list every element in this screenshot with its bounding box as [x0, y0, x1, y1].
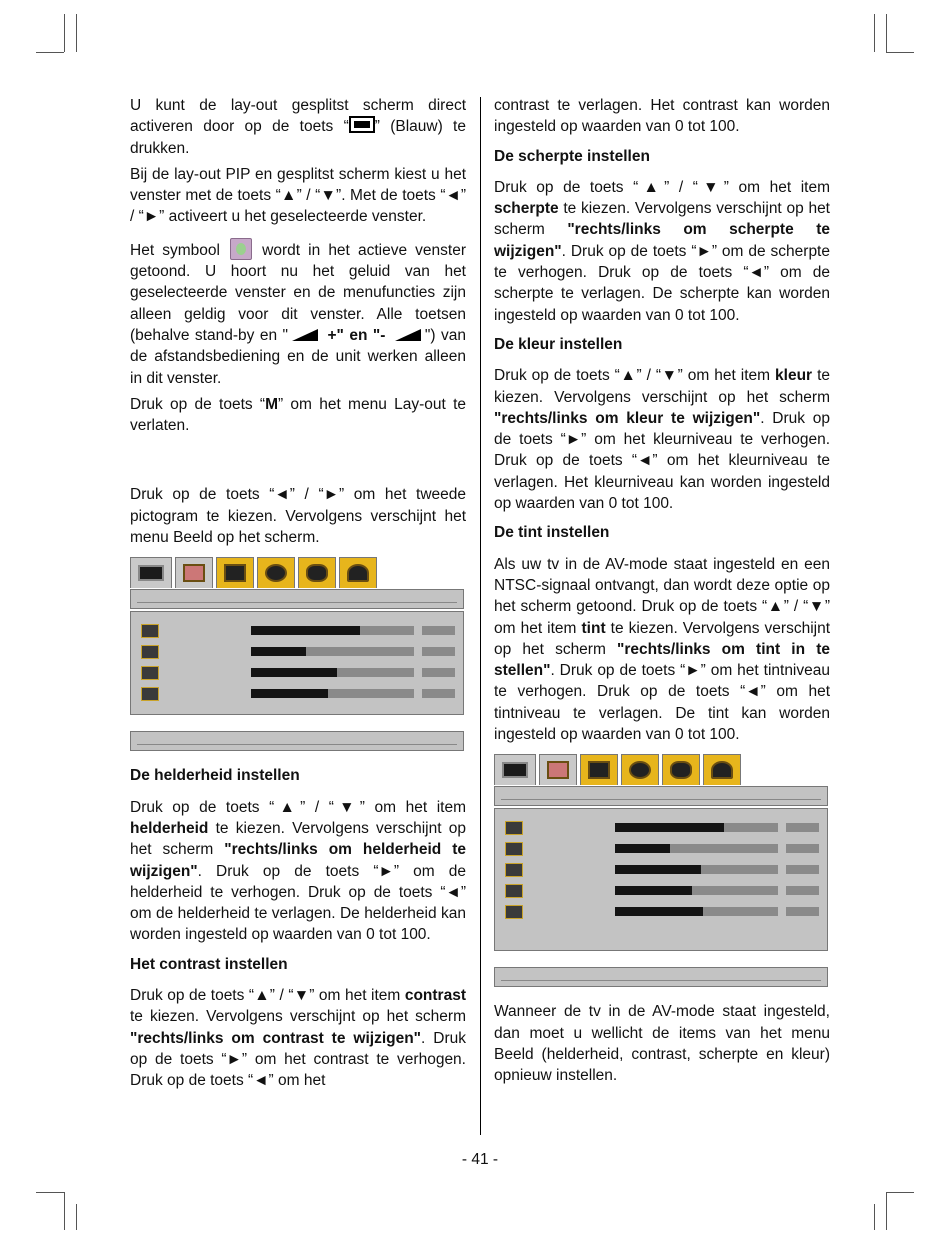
sharpness-row [495, 859, 827, 880]
level-bar [251, 689, 414, 698]
crop-mark [874, 1204, 875, 1230]
menu-body [494, 808, 828, 951]
level-bar [251, 647, 414, 656]
level-value [786, 907, 819, 916]
paragraph: Als uw tv in de AV-mode staat ingesteld en een NTSC-signaal ontvangt, dan wordt deze optie op het scherm getoond. Druk op de toets “▲” / “▼” om het item tint te kiezen. Vervolgens verschijnt op het scherm "rechts/links om tint in te stellen". Druk op de toets “►” om het tintniveau te verhogen. Druk op de toets “◄” om het tintniveau te verlagen. De tint kan worden ingesteld op waarden van 0 tot 100. [494, 555, 831, 744]
level-bar [615, 886, 778, 895]
menu-footer-bar [494, 967, 828, 987]
active-window-symbol-icon [230, 238, 252, 260]
sound-tab-icon [257, 557, 295, 588]
colour-icon [505, 884, 523, 898]
level-value [786, 823, 819, 832]
section-heading: De scherpte instellen [494, 147, 650, 165]
brightness-icon [141, 624, 159, 638]
crop-mark [36, 1192, 64, 1193]
paragraph: Het symbool wordt in het actieve venster getoond. U hoort nu het geluid van het geselecteerde venster en de menufuncties zijn alleen geldig voor dit venster. Alle toetsen (behalve stand-by en " +" en "- ") van de afstandsbediening en de unit werken alleen in dit venster. [130, 238, 466, 389]
paragraph: U kunt de lay-out gesplitst scherm direct activeren door op de toets “ ” (Blauw) te drukken. [130, 97, 466, 157]
contrast-icon [505, 842, 523, 856]
crop-mark [76, 14, 77, 52]
paragraph: Druk op de toets “▲” / “▼” om het item scherpte te kiezen. Vervolgens verschijnt op het scherm "rechts/links om scherpte te wijzigen". Druk op de toets “►” om de scherpte te verhogen. Druk op de toets “◄” om de scherpte te verlagen. De scherpte kan worden ingesteld op waarden van 0 tot 100. [494, 178, 830, 324]
section-heading: De tint instellen [494, 524, 610, 542]
crop-mark [886, 14, 887, 52]
level-bar [615, 823, 778, 832]
tint-icon [505, 905, 523, 919]
section-heading: De kleur instellen [494, 335, 623, 353]
feature-tab-icon [298, 557, 336, 588]
colour-row [131, 683, 463, 704]
level-bar [615, 907, 778, 916]
picture-menu-image [494, 751, 828, 987]
volume-icon [395, 329, 421, 341]
menu-tabs [130, 554, 464, 588]
menu-body [130, 611, 464, 715]
menu-footer-bar [130, 731, 464, 751]
level-value [786, 844, 819, 853]
level-value [786, 865, 819, 874]
setup-tab-icon [339, 557, 377, 588]
volume-icon [292, 329, 318, 341]
sharpness-icon [141, 666, 159, 680]
column-divider [480, 97, 481, 1135]
menu-title-bar [494, 786, 828, 806]
left-column [130, 95, 466, 1097]
screen-tab-icon [580, 754, 618, 785]
picture-menu-image [130, 554, 464, 751]
page-number: - 41 - [461, 1151, 499, 1168]
level-value [422, 626, 455, 635]
screen-tab-icon [216, 557, 254, 588]
level-value [786, 886, 819, 895]
setup-tab-icon [703, 754, 741, 785]
menu-tabs [494, 751, 828, 785]
crop-mark [886, 1192, 887, 1230]
contrast-row [495, 838, 827, 859]
layout-tab-icon [494, 754, 536, 785]
crop-mark [76, 1204, 77, 1230]
level-bar [251, 668, 414, 677]
right-column [494, 95, 830, 1092]
colour-row [495, 880, 827, 901]
crop-mark [64, 1192, 65, 1230]
picture-tab-icon [539, 754, 577, 785]
feature-tab-icon [662, 754, 700, 785]
tint-row [495, 901, 827, 922]
section-heading: De helderheid instellen [130, 767, 300, 785]
level-value [422, 668, 455, 677]
crop-mark [64, 14, 65, 52]
level-value [422, 647, 455, 656]
layout-tab-icon [130, 557, 172, 588]
level-bar [615, 865, 778, 874]
contrast-row [131, 641, 463, 662]
crop-mark [874, 14, 875, 52]
level-bar [615, 844, 778, 853]
level-bar [251, 626, 414, 635]
picture-tab-icon [175, 557, 213, 588]
brightness-icon [505, 821, 523, 835]
brightness-row [495, 817, 827, 838]
sound-tab-icon [621, 754, 659, 785]
paragraph: Druk op de toets “◄” / “►” om het tweede pictogram te kiezen. Vervolgens verschijnt het menu Beeld op het scherm. [130, 486, 466, 547]
brightness-row [131, 620, 463, 641]
contrast-icon [141, 645, 159, 659]
split-screen-button-icon [349, 116, 375, 133]
paragraph: Druk op de toets “▲” / “▼” om het item contrast te kiezen. Vervolgens verschijnt op het scherm "rechts/links om contrast te wijzigen". Druk op de toets “►” om het contrast te verhogen. Druk op de toets “◄” om het [130, 987, 466, 1090]
paragraph: Druk op de toets “M” om het menu Lay-out te verlaten. [130, 395, 467, 435]
paragraph: Bij de lay-out PIP en gesplitst scherm kiest u het venster met de toets “▲” / “▼”. Met de toets “◄” / “►” activeert u het geselecteerde venster. [130, 165, 466, 226]
paragraph: Druk op de toets “▲” / “▼” om het item helderheid te kiezen. Vervolgens verschijnt op het scherm "rechts/links om helderheid te wijzigen". Druk op de toets “►” om de helderheid te verhogen. Druk op de toets “◄” om de helderheid te verlagen. De helderheid kan worden ingesteld op waarden van 0 tot 100. [130, 798, 466, 944]
section-heading: Het contrast instellen [130, 955, 288, 973]
paragraph: contrast te verlagen. Het contrast kan worden ingesteld op waarden van 0 tot 100. [494, 97, 830, 136]
paragraph: Wanneer de tv in de AV-mode staat ingesteld, dan moet u wellicht de items van het menu Beeld (helderheid, contrast, scherpte en kleur) opnieuw instellen. [494, 1003, 830, 1085]
level-value [422, 689, 455, 698]
crop-mark [886, 52, 914, 53]
crop-mark [886, 1192, 914, 1193]
sharpness-icon [505, 863, 523, 877]
sharpness-row [131, 662, 463, 683]
colour-icon [141, 687, 159, 701]
paragraph: Druk op de toets “▲” / “▼” om het item kleur te kiezen. Vervolgens verschijnt op het scherm "rechts/links om kleur te wijzigen". Druk op de toets “►” om het kleurniveau te verhogen. Druk op de toets “◄” om het kleurniveau te verlagen. Het kleurniveau kan worden ingesteld op waarden van 0 tot 100. [494, 367, 830, 513]
crop-mark [36, 52, 64, 53]
menu-title-bar [130, 589, 464, 609]
